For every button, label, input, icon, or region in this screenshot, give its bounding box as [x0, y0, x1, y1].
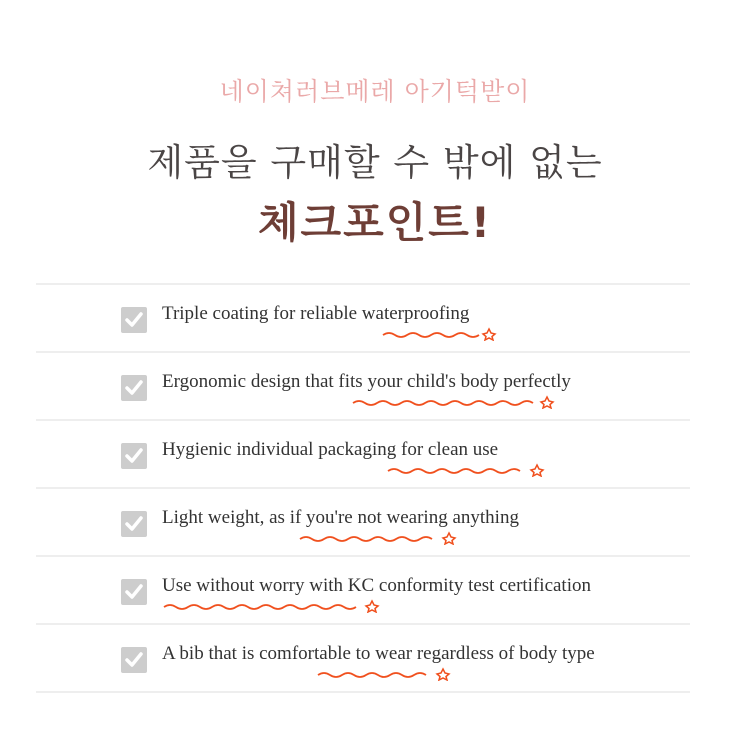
squiggle-underline-icon	[298, 531, 458, 545]
checklist-item	[36, 489, 690, 555]
squiggle-underline-icon	[386, 463, 546, 477]
checkbox-checked-icon	[121, 443, 147, 469]
checklist-item-text: A bib that is comfortable to wear regardless of body type	[162, 643, 595, 664]
brand-subtitle: 네이쳐러브메레 아기턱받이	[219, 77, 531, 106]
checklist-item	[36, 353, 690, 419]
checklist-item-text: Hygienic individual packaging for clean use	[162, 439, 499, 460]
checkbox-checked-icon	[121, 375, 147, 401]
checkbox-checked-icon	[121, 579, 147, 605]
checklist-item	[36, 285, 690, 351]
checklist-item-text: Triple coating for reliable waterproofing	[162, 303, 470, 324]
headline: 제품을 구매할 수 밖에 없는	[147, 141, 603, 184]
checklist-item	[36, 625, 690, 691]
checklist-item	[36, 557, 690, 623]
checkbox-checked-icon	[121, 307, 147, 333]
checklist-item	[36, 421, 690, 487]
squiggle-underline-icon	[316, 667, 452, 681]
squiggle-underline-icon	[351, 395, 556, 409]
divider	[36, 691, 690, 693]
checkbox-checked-icon	[121, 511, 147, 537]
checklist	[36, 283, 690, 693]
squiggle-underline-icon	[381, 327, 497, 341]
checkpoint-title: 체크포인트!	[257, 198, 492, 247]
checkbox-checked-icon	[121, 647, 147, 673]
checklist-item-text: Ergonomic design that fits your child's body perfectly	[162, 371, 571, 392]
checklist-item-text: Light weight, as if you're not wearing anything	[162, 507, 519, 528]
checklist-item-text: Use without worry with KC conformity test certification	[162, 575, 591, 596]
squiggle-underline-icon	[162, 599, 382, 613]
